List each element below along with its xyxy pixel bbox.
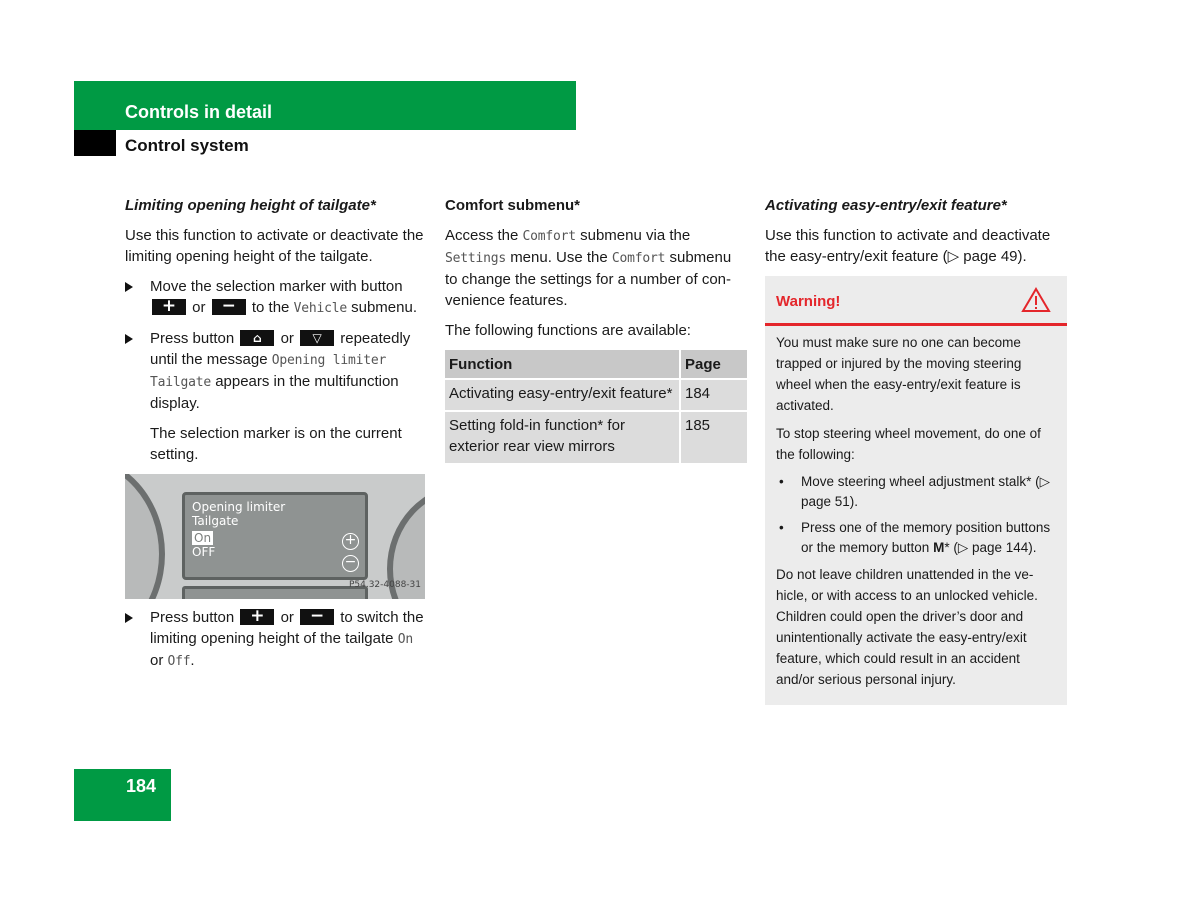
warning-title: Warning!: [776, 293, 841, 310]
table-cell-page: 184: [680, 379, 747, 411]
step-switch: Press button + or − to switch the limiting opening height of the tailgate On or Off.: [125, 607, 425, 672]
gauge-left: [125, 474, 165, 599]
display-text-vehicle: Vehicle: [293, 301, 347, 316]
page-number-band: [74, 769, 171, 821]
bullet-triangle-icon: [125, 334, 133, 344]
display-line-1: Opening limiter: [192, 500, 286, 514]
table-header-function: Function: [445, 350, 680, 379]
table-cell-page: 185: [680, 411, 747, 464]
arrow-down-button-icon: ▽: [300, 330, 334, 346]
warning-bullet: • Move steering wheel adjustment stalk* (▷ page 51).: [779, 474, 1050, 509]
section-marker: [74, 130, 116, 156]
plus-button-icon: +: [152, 299, 186, 315]
tailgate-intro: Use this function to activate or deactivate the limiting opening height of the tailgate.: [125, 227, 424, 265]
warning-box: [765, 276, 1067, 705]
arrow-up-button-icon: ⌂: [240, 330, 274, 346]
display-line-2: Tailgate: [192, 514, 239, 528]
image-code: P54.32-4088-31: [348, 580, 421, 590]
section-subtitle: Control system: [125, 136, 249, 155]
bullet-triangle-icon: [125, 282, 133, 292]
page-title: Controls in detail: [125, 102, 273, 122]
selection-marker-note: The selection marker is on the current setting.: [150, 425, 402, 463]
minus-button-icon: −: [300, 609, 334, 625]
warning-triangle-icon: [1021, 287, 1051, 313]
step-press-button: Press button ⌂ or ▽ repeatedly until the message Opening limiter Tailgate appears in the multifunction display.: [125, 328, 425, 414]
warning-paragraph: You must make sure no one can become trapped or injured by the moving steering wheel when the easy-entry/exit feature is activated.: [776, 335, 1022, 413]
display-minus-icon: −: [342, 555, 359, 572]
table-cell-function: Activating easy-entry/exit feature*: [445, 379, 680, 411]
warning-paragraph: To stop steering wheel movement, do one of the following:: [776, 426, 1041, 462]
display-text-off: Off: [167, 654, 191, 669]
tailgate-heading: Limiting opening height of tailgate*: [125, 197, 376, 214]
display-text-opening-limiter: Opening limiter Tailgate: [150, 353, 387, 390]
display-screen: [182, 492, 368, 580]
comfort-intro: Access the Comfort submenu via the Settings menu. Use the Comfort submenu to change the settings for a number of con-venience features.: [445, 227, 732, 309]
functions-intro: The following functions are available:: [445, 322, 691, 339]
warning-bullet: • Press one of the memory position buttons or the memory button M* (▷ page 144).: [779, 520, 1051, 555]
function-table: [445, 350, 747, 465]
display-plus-icon: +: [342, 533, 359, 550]
bullet-triangle-icon: [125, 613, 133, 623]
display-lower-panel: [182, 586, 368, 599]
warning-paragraph: Do not leave children unattended in the ve-hicle, or with access to an unlocked vehicle. Children could open the driver’s door and unintentionally activate the easy-entry/exit feature, which could result in an accident and/or serious personal injury.: [776, 567, 1038, 687]
column-comfort: [445, 195, 747, 465]
display-option-on: On: [194, 531, 212, 545]
minus-button-icon: −: [212, 299, 246, 315]
column-tailgate: [125, 195, 425, 681]
table-cell-function: Setting fold-in function* for exterior rear view mirrors: [445, 411, 680, 464]
plus-button-icon: +: [240, 609, 274, 625]
page-number: 184: [126, 776, 157, 796]
easy-entry-intro: Use this function to activate and deactivate the easy-entry/exit feature (▷ page 49).: [765, 227, 1051, 265]
table-row: [445, 379, 747, 411]
column-easy-entry: [765, 195, 1067, 705]
easy-entry-heading: Activating easy-entry/exit feature*: [765, 197, 1007, 214]
table-header-page: Page: [680, 350, 747, 379]
multifunction-display-image: [125, 474, 425, 599]
step-move-marker: Move the selection marker with button + or − to the Vehicle submenu.: [125, 276, 425, 319]
table-row: [445, 411, 747, 464]
warning-body: [765, 326, 1067, 690]
display-option-off: OFF: [192, 545, 216, 559]
comfort-heading: Comfort submenu*: [445, 197, 580, 214]
warning-header: [765, 276, 1067, 326]
display-text-on: On: [397, 632, 413, 647]
